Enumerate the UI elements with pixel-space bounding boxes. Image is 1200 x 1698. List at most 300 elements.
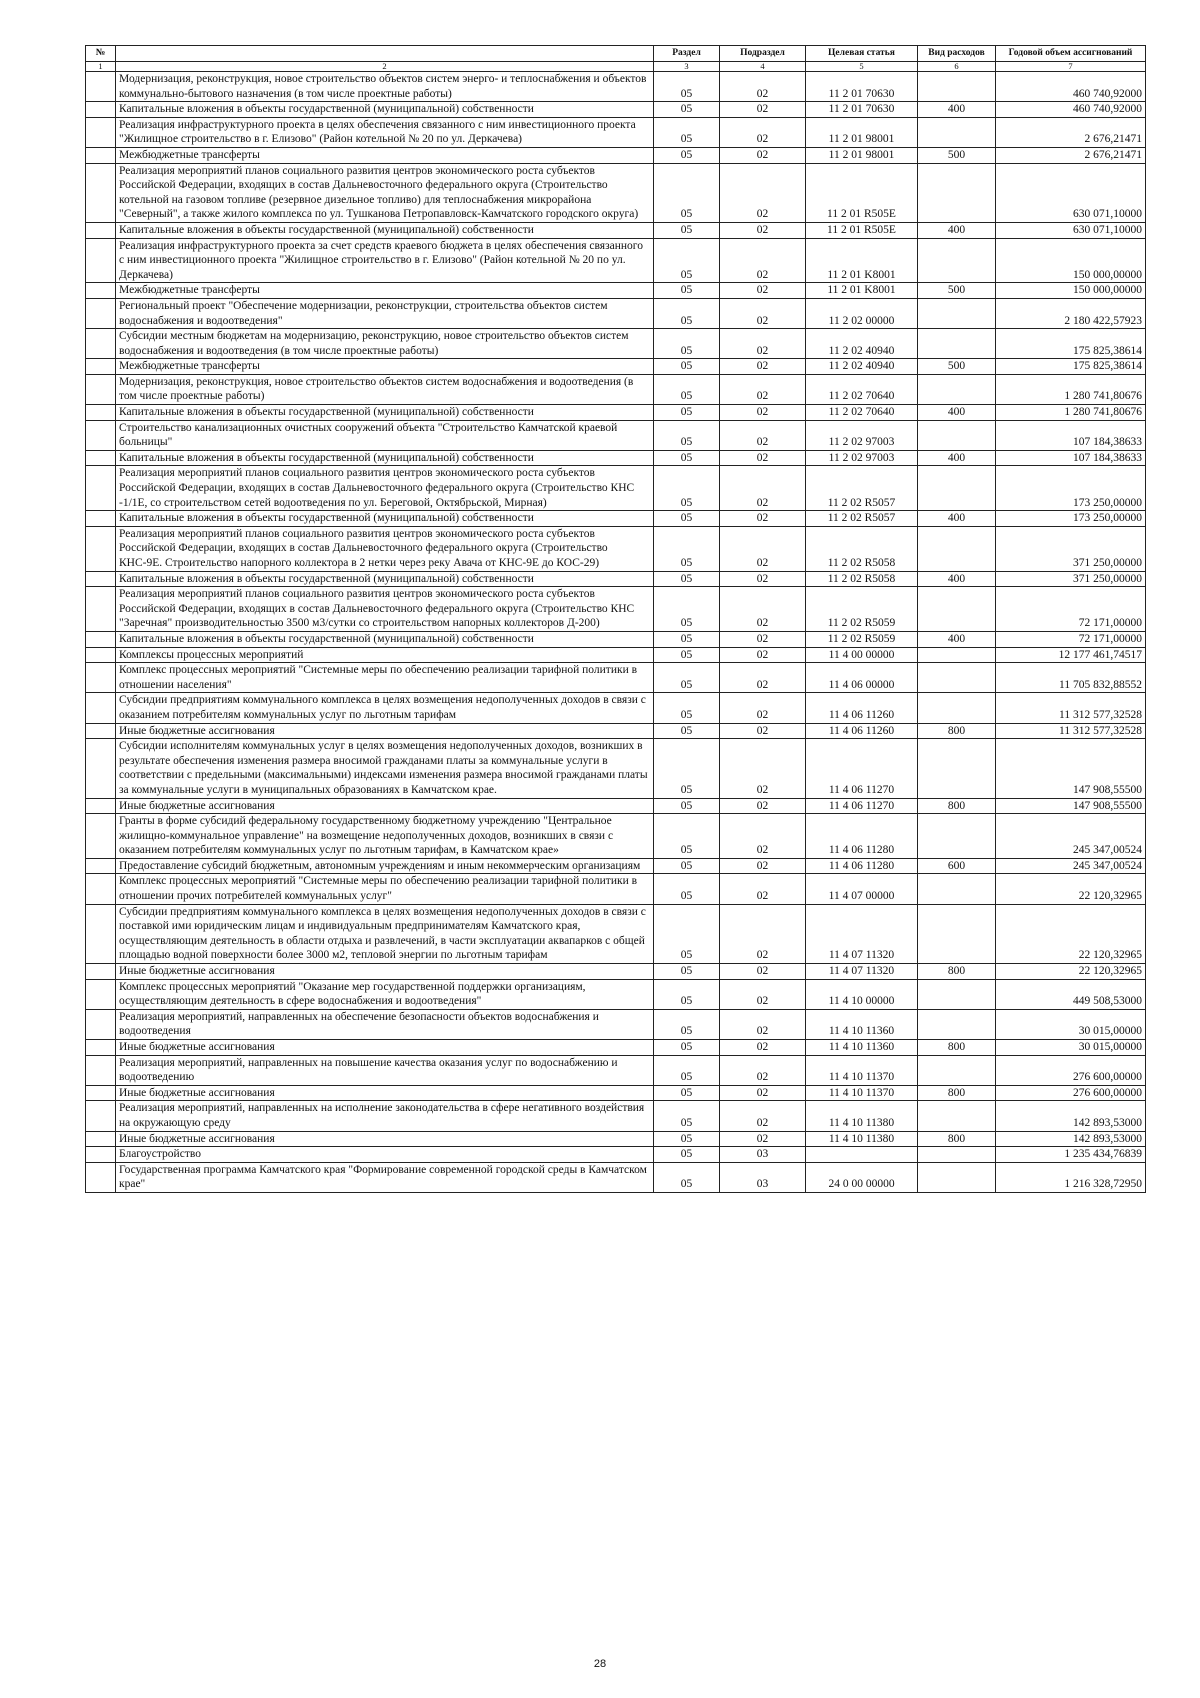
column-number: 7: [996, 62, 1146, 72]
row-num-cell: [86, 238, 116, 283]
row-podrazdel-cell: 02: [720, 72, 806, 102]
column-number: 2: [116, 62, 654, 72]
row-razdel-cell: 05: [654, 405, 720, 421]
row-name-cell: Субсидии местным бюджетам на модернизацию, реконструкцию, новое строительство объектов систем водоснабжения и водоотведения (в том числе проектные работы): [116, 329, 654, 359]
row-num-cell: [86, 587, 116, 632]
row-vid-cell: 800: [918, 1131, 996, 1147]
row-sum-cell: 630 071,10000: [996, 222, 1146, 238]
row-sum-cell: 276 600,00000: [996, 1085, 1146, 1101]
row-celevaya-cell: 11 4 07 11320: [806, 964, 918, 980]
row-celevaya-cell: 11 2 01 70630: [806, 72, 918, 102]
row-celevaya-cell: 11 2 01 R505E: [806, 222, 918, 238]
row-celevaya-cell: 11 2 01 R505E: [806, 163, 918, 222]
row-vid-cell: [918, 163, 996, 222]
row-podrazdel-cell: 02: [720, 1101, 806, 1131]
row-num-cell: [86, 1009, 116, 1039]
row-vid-cell: 500: [918, 359, 996, 375]
row-celevaya-cell: 11 2 01 70630: [806, 102, 918, 118]
row-podrazdel-cell: 02: [720, 374, 806, 404]
row-razdel-cell: 05: [654, 298, 720, 328]
row-podrazdel-cell: 02: [720, 283, 806, 299]
row-vid-cell: [918, 904, 996, 963]
row-vid-cell: [918, 663, 996, 693]
row-sum-cell: 175 825,38614: [996, 329, 1146, 359]
row-sum-cell: 1 216 328,72950: [996, 1162, 1146, 1192]
row-num-cell: [86, 979, 116, 1009]
row-razdel-cell: 05: [654, 964, 720, 980]
table-row: [86, 298, 1146, 328]
row-celevaya-cell: 11 2 02 R5057: [806, 466, 918, 511]
row-podrazdel-cell: 02: [720, 1040, 806, 1056]
row-vid-cell: 800: [918, 1085, 996, 1101]
row-razdel-cell: 05: [654, 1009, 720, 1039]
row-vid-cell: 500: [918, 283, 996, 299]
row-podrazdel-cell: 02: [720, 405, 806, 421]
row-name-cell: Реализация мероприятий планов социального развития центров экономического роста субъектов Российской Федерации, входящих в состав Дальневосточного федерального округа (Строительство КНС-9Е. Строительство напорного коллектора в 2 нетки через реку Авача от КНС-9Е до КОС-29): [116, 526, 654, 571]
row-num-cell: [86, 359, 116, 375]
row-razdel-cell: 05: [654, 587, 720, 632]
column-number: 6: [918, 62, 996, 72]
row-vid-cell: 800: [918, 798, 996, 814]
row-podrazdel-cell: 02: [720, 222, 806, 238]
row-podrazdel-cell: 02: [720, 298, 806, 328]
row-num-cell: [86, 374, 116, 404]
table-row: [86, 1147, 1146, 1163]
row-podrazdel-cell: 02: [720, 631, 806, 647]
row-sum-cell: 2 180 422,57923: [996, 298, 1146, 328]
table-row: [86, 511, 1146, 527]
row-celevaya-cell: 11 4 10 11370: [806, 1055, 918, 1085]
row-podrazdel-cell: 02: [720, 874, 806, 904]
row-name-cell: Государственная программа Камчатского края "Формирование современной городской среды в Камчатском крае": [116, 1162, 654, 1192]
row-celevaya-cell: 11 2 02 97003: [806, 450, 918, 466]
row-razdel-cell: 05: [654, 723, 720, 739]
table-row: [86, 798, 1146, 814]
row-sum-cell: 147 908,55500: [996, 739, 1146, 798]
row-podrazdel-cell: 02: [720, 814, 806, 859]
table-row: [86, 647, 1146, 663]
table-body: [86, 72, 1146, 1193]
row-vid-cell: [918, 1162, 996, 1192]
row-vid-cell: 400: [918, 222, 996, 238]
row-celevaya-cell: 11 4 07 11320: [806, 904, 918, 963]
row-name-cell: Реализация инфраструктурного проекта в целях обеспечения связанного с ним инвестиционного проекта "Жилищное строительство в г. Елизово" (Район котельной № 20 по ул. Деркачева): [116, 117, 654, 147]
row-razdel-cell: 05: [654, 222, 720, 238]
row-name-cell: Иные бюджетные ассигнования: [116, 1040, 654, 1056]
row-celevaya-cell: 11 2 01 K8001: [806, 238, 918, 283]
row-celevaya-cell: 11 2 01 98001: [806, 147, 918, 163]
header-obem: Годовой объем ассигнований: [996, 46, 1146, 62]
row-celevaya-cell: 11 4 06 11260: [806, 723, 918, 739]
row-num-cell: [86, 874, 116, 904]
row-razdel-cell: 05: [654, 1085, 720, 1101]
row-razdel-cell: 05: [654, 874, 720, 904]
row-name-cell: Капитальные вложения в объекты государственной (муниципальной) собственности: [116, 405, 654, 421]
row-celevaya-cell: 11 4 07 00000: [806, 874, 918, 904]
row-razdel-cell: 05: [654, 283, 720, 299]
row-vid-cell: 400: [918, 405, 996, 421]
row-name-cell: Реализация мероприятий планов социального развития центров экономического роста субъектов Российской Федерации, входящих в состав Дальневосточного федерального округа (Строительство КНС -1/1Е, со строительством сетей водоотведения по ул. Береговой, Октябрьской, Мирная): [116, 466, 654, 511]
row-razdel-cell: 05: [654, 526, 720, 571]
row-num-cell: [86, 693, 116, 723]
row-sum-cell: 11 705 832,88552: [996, 663, 1146, 693]
row-razdel-cell: 05: [654, 374, 720, 404]
row-razdel-cell: 05: [654, 466, 720, 511]
table-row: [86, 979, 1146, 1009]
table-row: [86, 723, 1146, 739]
row-num-cell: [86, 571, 116, 587]
column-number: 1: [86, 62, 116, 72]
row-podrazdel-cell: 02: [720, 739, 806, 798]
row-sum-cell: 630 071,10000: [996, 163, 1146, 222]
row-vid-cell: [918, 329, 996, 359]
row-podrazdel-cell: 02: [720, 117, 806, 147]
row-razdel-cell: 05: [654, 904, 720, 963]
row-name-cell: Иные бюджетные ассигнования: [116, 798, 654, 814]
row-sum-cell: 11 312 577,32528: [996, 693, 1146, 723]
row-vid-cell: [918, 1055, 996, 1085]
row-vid-cell: [918, 647, 996, 663]
table-row: [86, 571, 1146, 587]
row-num-cell: [86, 814, 116, 859]
row-podrazdel-cell: 02: [720, 1055, 806, 1085]
table-row: [86, 587, 1146, 632]
header-vid: Вид расходов: [918, 46, 996, 62]
row-celevaya-cell: 11 4 06 11270: [806, 798, 918, 814]
row-podrazdel-cell: 02: [720, 798, 806, 814]
row-sum-cell: 460 740,92000: [996, 102, 1146, 118]
row-celevaya-cell: 11 2 02 97003: [806, 420, 918, 450]
row-podrazdel-cell: 02: [720, 979, 806, 1009]
row-sum-cell: 30 015,00000: [996, 1009, 1146, 1039]
row-num-cell: [86, 1147, 116, 1163]
table-row: [86, 374, 1146, 404]
row-vid-cell: 400: [918, 571, 996, 587]
table-row: [86, 1085, 1146, 1101]
row-num-cell: [86, 964, 116, 980]
row-vid-cell: 400: [918, 450, 996, 466]
row-sum-cell: 449 508,53000: [996, 979, 1146, 1009]
row-celevaya-cell: 11 2 01 K8001: [806, 283, 918, 299]
row-name-cell: Субсидии предприятиям коммунального комплекса в целях возмещения недополученных доходов в связи с оказанием потребителям коммунальных услуг по льготным тарифам: [116, 693, 654, 723]
row-name-cell: Капитальные вложения в объекты государственной (муниципальной) собственности: [116, 450, 654, 466]
table-row: [86, 1131, 1146, 1147]
table-row: [86, 72, 1146, 102]
table-row: [86, 222, 1146, 238]
row-num-cell: [86, 1040, 116, 1056]
table-row: [86, 1040, 1146, 1056]
table-row: [86, 1101, 1146, 1131]
row-podrazdel-cell: 02: [720, 147, 806, 163]
row-vid-cell: [918, 979, 996, 1009]
row-num-cell: [86, 405, 116, 421]
row-vid-cell: [918, 814, 996, 859]
row-podrazdel-cell: 02: [720, 858, 806, 874]
row-celevaya-cell: 11 2 02 R5058: [806, 571, 918, 587]
row-vid-cell: 800: [918, 964, 996, 980]
row-name-cell: Капитальные вложения в объекты государственной (муниципальной) собственности: [116, 571, 654, 587]
row-name-cell: Реализация инфраструктурного проекта за счет средств краевого бюджета в целях обеспечения связанного с ним инвестиционного проекта "Жилищное строительство в г. Елизово" (Район котельной № 20 по ул. Деркачева): [116, 238, 654, 283]
row-vid-cell: [918, 72, 996, 102]
row-podrazdel-cell: 02: [720, 1085, 806, 1101]
row-razdel-cell: 05: [654, 979, 720, 1009]
row-vid-cell: 600: [918, 858, 996, 874]
row-celevaya-cell: 11 2 02 40940: [806, 359, 918, 375]
row-name-cell: Иные бюджетные ассигнования: [116, 964, 654, 980]
table-row: [86, 1162, 1146, 1192]
row-num-cell: [86, 222, 116, 238]
row-sum-cell: 1 280 741,80676: [996, 374, 1146, 404]
table-row: [86, 904, 1146, 963]
row-num-cell: [86, 858, 116, 874]
table-row: [86, 739, 1146, 798]
row-vid-cell: 500: [918, 147, 996, 163]
row-sum-cell: 150 000,00000: [996, 238, 1146, 283]
column-number: 5: [806, 62, 918, 72]
row-num-cell: [86, 283, 116, 299]
table-row: [86, 329, 1146, 359]
table-row: [86, 1009, 1146, 1039]
row-podrazdel-cell: 02: [720, 238, 806, 283]
row-num-cell: [86, 647, 116, 663]
header-podrazdel: Подраздел: [720, 46, 806, 62]
row-sum-cell: 460 740,92000: [996, 72, 1146, 102]
row-celevaya-cell: 11 2 02 70640: [806, 405, 918, 421]
row-podrazdel-cell: 02: [720, 511, 806, 527]
row-razdel-cell: 05: [654, 163, 720, 222]
header-name: [116, 46, 654, 62]
column-number-row: [86, 62, 1146, 72]
row-razdel-cell: 05: [654, 631, 720, 647]
row-razdel-cell: 05: [654, 663, 720, 693]
row-name-cell: Капитальные вложения в объекты государственной (муниципальной) собственности: [116, 511, 654, 527]
row-podrazdel-cell: 02: [720, 450, 806, 466]
row-razdel-cell: 05: [654, 450, 720, 466]
row-podrazdel-cell: 02: [720, 329, 806, 359]
row-podrazdel-cell: 02: [720, 663, 806, 693]
row-razdel-cell: 05: [654, 511, 720, 527]
row-razdel-cell: 05: [654, 1101, 720, 1131]
row-name-cell: Комплексы процессных мероприятий: [116, 647, 654, 663]
row-celevaya-cell: 11 4 10 11360: [806, 1040, 918, 1056]
row-sum-cell: 72 171,00000: [996, 587, 1146, 632]
row-name-cell: Гранты в форме субсидий федеральному государственному бюджетному учреждению "Центральное жилищно-коммунальное управление" на возмещение недополученных доходов, возникших в связи с оказанием потребителям коммунальных услуг по льготным тарифам, в Камчатском крае»: [116, 814, 654, 859]
row-vid-cell: [918, 693, 996, 723]
row-celevaya-cell: 11 4 06 11270: [806, 739, 918, 798]
row-celevaya-cell: 11 2 01 98001: [806, 117, 918, 147]
row-podrazdel-cell: 02: [720, 526, 806, 571]
row-sum-cell: 107 184,38633: [996, 450, 1146, 466]
row-name-cell: Региональный проект "Обеспечение модернизации, реконструкции, строительства объектов систем водоснабжения и водоотведения": [116, 298, 654, 328]
row-razdel-cell: 05: [654, 1055, 720, 1085]
table-row: [86, 147, 1146, 163]
row-razdel-cell: 05: [654, 1162, 720, 1192]
table-row: [86, 466, 1146, 511]
row-name-cell: Иные бюджетные ассигнования: [116, 1131, 654, 1147]
column-number: 3: [654, 62, 720, 72]
row-num-cell: [86, 163, 116, 222]
row-razdel-cell: 05: [654, 739, 720, 798]
row-sum-cell: 12 177 461,74517: [996, 647, 1146, 663]
row-celevaya-cell: 11 2 02 70640: [806, 374, 918, 404]
row-num-cell: [86, 117, 116, 147]
row-vid-cell: [918, 238, 996, 283]
row-num-cell: [86, 72, 116, 102]
row-name-cell: Реализация мероприятий планов социального развития центров экономического роста субъектов Российской Федерации, входящих в состав Дальневосточного федерального округа (Строительство КНС "Заречная" производительностью 3500 м3/сутки со строительством напорных коллекторов Д-200): [116, 587, 654, 632]
row-name-cell: Капитальные вложения в объекты государственной (муниципальной) собственности: [116, 102, 654, 118]
row-vid-cell: [918, 1101, 996, 1131]
row-sum-cell: 22 120,32965: [996, 964, 1146, 980]
row-razdel-cell: 05: [654, 72, 720, 102]
row-sum-cell: 173 250,00000: [996, 511, 1146, 527]
row-num-cell: [86, 904, 116, 963]
row-razdel-cell: 05: [654, 571, 720, 587]
row-celevaya-cell: 11 2 02 R5059: [806, 587, 918, 632]
row-vid-cell: [918, 466, 996, 511]
row-num-cell: [86, 723, 116, 739]
row-razdel-cell: 05: [654, 1040, 720, 1056]
row-celevaya-cell: 11 2 02 R5059: [806, 631, 918, 647]
row-name-cell: Капитальные вложения в объекты государственной (муниципальной) собственности: [116, 631, 654, 647]
row-vid-cell: [918, 374, 996, 404]
row-num-cell: [86, 102, 116, 118]
row-podrazdel-cell: 02: [720, 359, 806, 375]
row-razdel-cell: 05: [654, 814, 720, 859]
row-podrazdel-cell: 02: [720, 102, 806, 118]
row-razdel-cell: 05: [654, 329, 720, 359]
row-name-cell: Комплекс процессных мероприятий "Оказание мер государственной поддержки организациям, осуществляющим деятельность в сфере водоснабжения и водоотведения": [116, 979, 654, 1009]
row-podrazdel-cell: 02: [720, 964, 806, 980]
row-sum-cell: 371 250,00000: [996, 571, 1146, 587]
row-vid-cell: [918, 739, 996, 798]
row-celevaya-cell: 11 2 02 40940: [806, 329, 918, 359]
row-sum-cell: 245 347,00524: [996, 814, 1146, 859]
table-row: [86, 526, 1146, 571]
row-podrazdel-cell: 02: [720, 466, 806, 511]
row-razdel-cell: 05: [654, 693, 720, 723]
row-sum-cell: 1 235 434,76839: [996, 1147, 1146, 1163]
table-row: [86, 693, 1146, 723]
row-celevaya-cell: 11 4 06 11260: [806, 693, 918, 723]
table-row: [86, 405, 1146, 421]
row-num-cell: [86, 147, 116, 163]
row-sum-cell: 173 250,00000: [996, 466, 1146, 511]
row-razdel-cell: 05: [654, 647, 720, 663]
row-podrazdel-cell: 02: [720, 571, 806, 587]
row-name-cell: Строительство канализационных очистных сооружений объекта "Строительство Камчатской краевой больницы": [116, 420, 654, 450]
row-razdel-cell: 05: [654, 1147, 720, 1163]
row-podrazdel-cell: 02: [720, 647, 806, 663]
row-podrazdel-cell: 02: [720, 163, 806, 222]
row-razdel-cell: 05: [654, 420, 720, 450]
row-name-cell: Реализация мероприятий, направленных на исполнение законодательства в сфере негативного воздействия на окружающую среду: [116, 1101, 654, 1131]
row-num-cell: [86, 739, 116, 798]
row-num-cell: [86, 450, 116, 466]
row-vid-cell: [918, 587, 996, 632]
row-podrazdel-cell: 02: [720, 1131, 806, 1147]
row-num-cell: [86, 1131, 116, 1147]
row-num-cell: [86, 631, 116, 647]
column-number: 4: [720, 62, 806, 72]
table-row: [86, 858, 1146, 874]
row-sum-cell: 107 184,38633: [996, 420, 1146, 450]
table-row: [86, 163, 1146, 222]
row-celevaya-cell: 11 2 02 00000: [806, 298, 918, 328]
table-row: [86, 117, 1146, 147]
row-razdel-cell: 05: [654, 798, 720, 814]
row-celevaya-cell: 11 4 06 00000: [806, 663, 918, 693]
row-sum-cell: 276 600,00000: [996, 1055, 1146, 1085]
table-row: [86, 663, 1146, 693]
row-vid-cell: [918, 526, 996, 571]
row-vid-cell: [918, 1147, 996, 1163]
header-razdel: Раздел: [654, 46, 720, 62]
row-sum-cell: 147 908,55500: [996, 798, 1146, 814]
row-celevaya-cell: 11 4 10 11370: [806, 1085, 918, 1101]
row-celevaya-cell: 11 4 10 00000: [806, 979, 918, 1009]
row-num-cell: [86, 1085, 116, 1101]
row-vid-cell: [918, 1009, 996, 1039]
row-sum-cell: 150 000,00000: [996, 283, 1146, 299]
row-sum-cell: 72 171,00000: [996, 631, 1146, 647]
row-name-cell: Иные бюджетные ассигнования: [116, 1085, 654, 1101]
table-row: [86, 238, 1146, 283]
row-vid-cell: 800: [918, 723, 996, 739]
row-podrazdel-cell: 02: [720, 1009, 806, 1039]
table-row: [86, 1055, 1146, 1085]
row-num-cell: [86, 329, 116, 359]
row-celevaya-cell: 11 2 02 R5058: [806, 526, 918, 571]
row-celevaya-cell: 11 4 10 11360: [806, 1009, 918, 1039]
table-row: [86, 874, 1146, 904]
row-num-cell: [86, 663, 116, 693]
table-header-row: [86, 46, 1146, 62]
row-name-cell: Межбюджетные трансферты: [116, 147, 654, 163]
row-num-cell: [86, 298, 116, 328]
row-num-cell: [86, 1101, 116, 1131]
budget-page: [85, 45, 1145, 1193]
row-celevaya-cell: 11 4 00 00000: [806, 647, 918, 663]
row-name-cell: Иные бюджетные ассигнования: [116, 723, 654, 739]
row-vid-cell: 400: [918, 102, 996, 118]
row-razdel-cell: 05: [654, 359, 720, 375]
row-num-cell: [86, 420, 116, 450]
row-podrazdel-cell: 02: [720, 587, 806, 632]
row-sum-cell: 175 825,38614: [996, 359, 1146, 375]
row-vid-cell: [918, 420, 996, 450]
row-name-cell: Модернизация, реконструкция, новое строительство объектов систем водоснабжения и водоотведения (в том числе проектные работы): [116, 374, 654, 404]
table-row: [86, 359, 1146, 375]
row-razdel-cell: 05: [654, 238, 720, 283]
row-name-cell: Реализация мероприятий, направленных на повышение качества оказания услуг по водоснабжению и водоотведению: [116, 1055, 654, 1085]
row-name-cell: Субсидии предприятиям коммунального комплекса в целях возмещения недополученных доходов в связи с поставкой ими юридическим лицам и индивидуальным предпринимателям Камчатского края, осуществляющим деятельность в области отдыха и развлечений, в части эксплуатации аквапарков с общей площадью водной поверхности более 3000 м2, тепловой энергии по льготным тарифам: [116, 904, 654, 963]
table-row: [86, 420, 1146, 450]
row-num-cell: [86, 1162, 116, 1192]
page-number: 28: [593, 1658, 607, 1670]
row-razdel-cell: 05: [654, 117, 720, 147]
row-name-cell: Реализация мероприятий, направленных на обеспечение безопасности объектов водоснабжения и водоотведения: [116, 1009, 654, 1039]
table-row: [86, 450, 1146, 466]
row-sum-cell: 245 347,00524: [996, 858, 1146, 874]
row-name-cell: Комплекс процессных мероприятий "Системные меры по обеспечению реализации тарифной политики в отношении прочих потребителей коммунальных услуг": [116, 874, 654, 904]
row-vid-cell: 400: [918, 511, 996, 527]
row-celevaya-cell: 24 0 00 00000: [806, 1162, 918, 1192]
row-podrazdel-cell: 03: [720, 1147, 806, 1163]
row-name-cell: Реализация мероприятий планов социального развития центров экономического роста субъектов Российской Федерации, входящих в состав Дальневосточного федерального округа (Строительство котельной на газовом топливе (резервное дизельное топливо) для теплоснабжения микрорайона "Северный", а также жилого комплекса по ул. Тушканова Петропавловск-Камчатского городского округа): [116, 163, 654, 222]
row-podrazdel-cell: 03: [720, 1162, 806, 1192]
row-podrazdel-cell: 02: [720, 420, 806, 450]
row-celevaya-cell: 11 4 06 11280: [806, 858, 918, 874]
